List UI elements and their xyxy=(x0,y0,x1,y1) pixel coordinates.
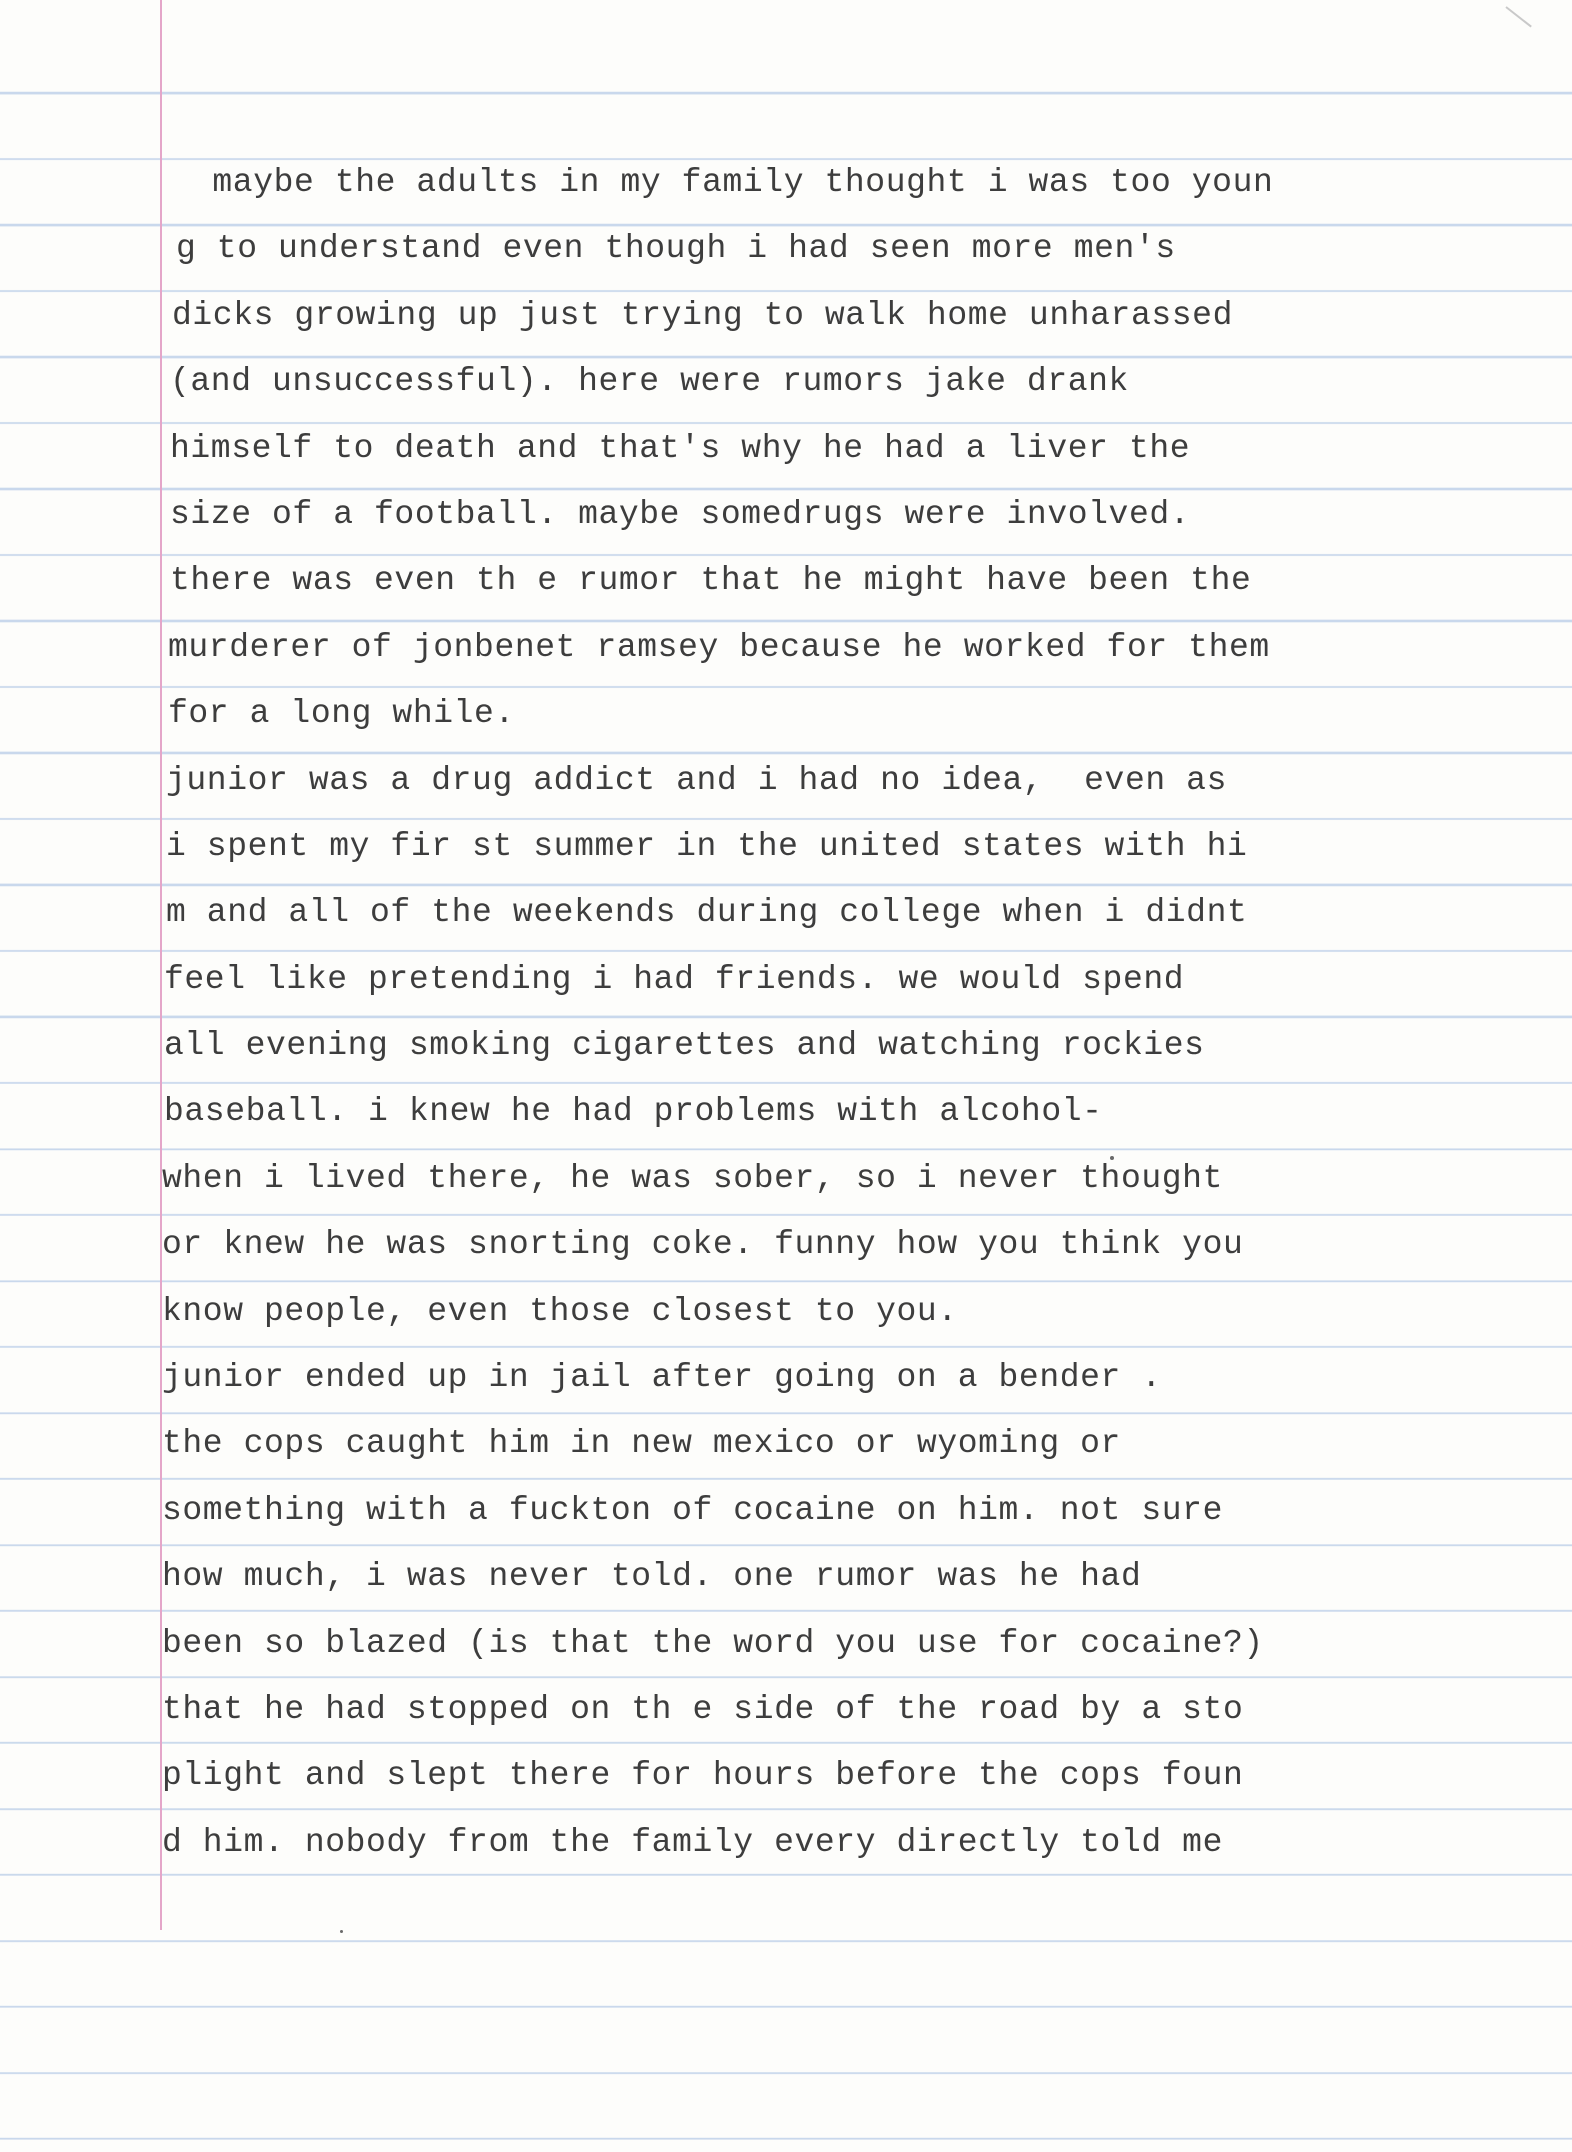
text-line: junior ended up in jail after going on a bender . xyxy=(162,1359,1162,1397)
text-line: m and all of the weekends during college when i didnt xyxy=(166,894,1248,932)
text-line: when i lived there, he was sober, so i never thought xyxy=(162,1159,1223,1197)
text-line: know people, even those closest to you. xyxy=(162,1292,958,1330)
text-line: junior was a drug addict and i had no idea, even as xyxy=(166,761,1227,799)
text-line: that he had stopped on th e side of the road by a sto xyxy=(162,1690,1244,1728)
ink-speck xyxy=(340,1930,343,1933)
text-line: g to understand even though i had seen more men's xyxy=(176,230,1176,268)
text-line: dicks growing up just trying to walk home unharassed xyxy=(172,296,1233,334)
text-line: i spent my fir st summer in the united states with hi xyxy=(166,827,1248,865)
text-line: all evening smoking cigarettes and watching rockies xyxy=(164,1027,1205,1065)
text-line: (and unsuccessful). here were rumors jake drank xyxy=(170,363,1129,401)
text-line: something with a fuckton of cocaine on him. not sure xyxy=(162,1491,1223,1529)
text-line: how much, i was never told. one rumor was he had xyxy=(162,1558,1142,1596)
text-line: been so blazed (is that the word you use for cocaine?) xyxy=(162,1624,1264,1662)
text-line: maybe the adults in my family thought i was too youn xyxy=(192,164,1274,201)
typed-text-block xyxy=(162,150,1352,1876)
text-line: there was even th e rumor that he might have been the xyxy=(170,562,1252,600)
text-line: plight and slept there for hours before the cops foun xyxy=(162,1757,1244,1795)
text-line: the cops caught him in new mexico or wyoming or xyxy=(162,1425,1121,1463)
text-line: feel like pretending i had friends. we would spend xyxy=(164,960,1185,998)
corner-crease xyxy=(1505,6,1531,27)
text-line: size of a football. maybe somedrugs were involved. xyxy=(170,495,1191,533)
ink-speck xyxy=(1110,1156,1114,1160)
text-line: d him. nobody from the family every directly told me xyxy=(162,1823,1223,1861)
text-line: himself to death and that's why he had a liver the xyxy=(170,429,1191,467)
text-line: baseball. i knew he had problems with alcohol- xyxy=(164,1093,1103,1131)
text-line: or knew he was snorting coke. funny how you think you xyxy=(162,1226,1244,1264)
text-line: murderer of jonbenet ramsey because he worked for them xyxy=(168,628,1270,666)
text-line: for a long while. xyxy=(168,695,515,733)
